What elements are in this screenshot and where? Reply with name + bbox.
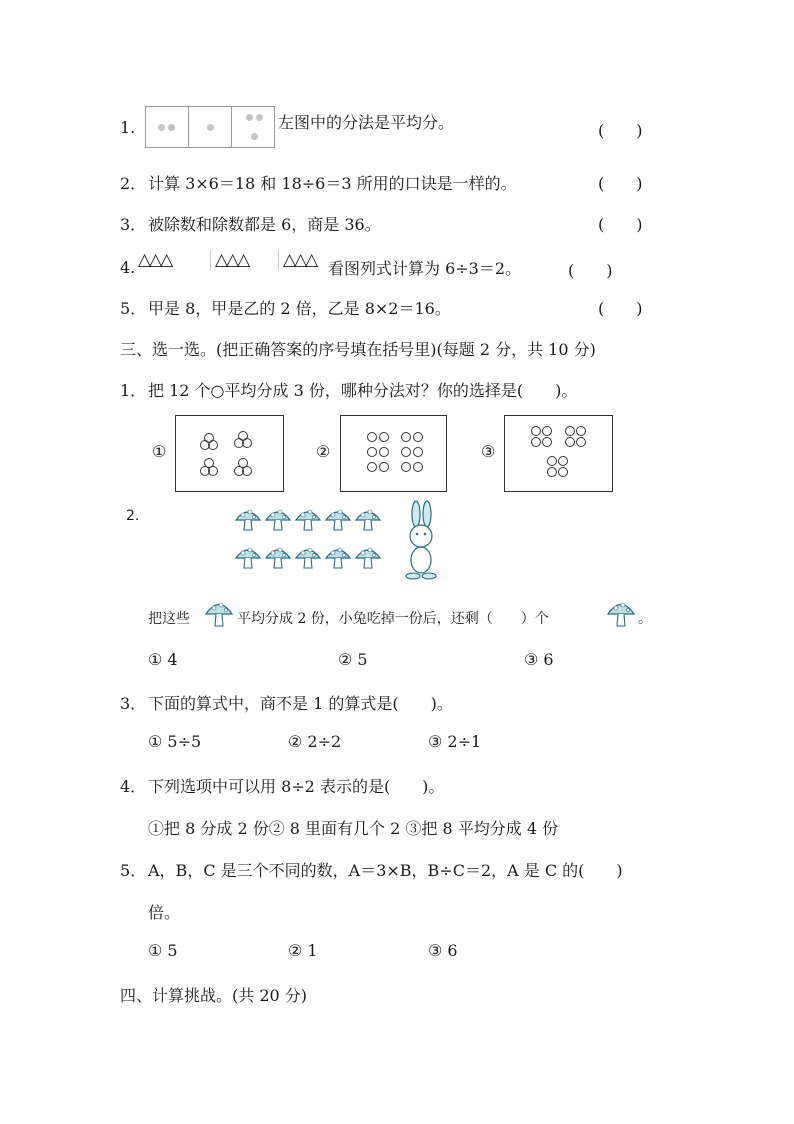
q5-text-continued: 倍。 xyxy=(148,903,181,922)
mushroom-group xyxy=(232,502,392,586)
section3-heading: 三、选一选。(把正确答案的序号填在括号里)(每题 2 分，共 10 分) xyxy=(120,340,596,359)
judge-3-number: 3． xyxy=(120,215,147,234)
dot-box-2 xyxy=(188,106,232,148)
rabbit-icon xyxy=(400,500,444,586)
q3-option-2[interactable]: ② 2÷2 xyxy=(288,732,342,751)
mushroom-icon xyxy=(326,548,350,568)
q2-option-1[interactable]: ① 4 xyxy=(148,650,178,669)
q4-text: 下列选项中可以用 8÷2 表示的是( )。 xyxy=(148,777,445,796)
judge-2-number: 2． xyxy=(120,174,147,193)
q5-option-1[interactable]: ① 5 xyxy=(148,941,178,960)
judge-4-text: 看图列式计算为 6÷3＝2。 xyxy=(328,259,522,278)
judge-2-text: 计算 3×6＝18 和 18÷6＝3 所用的口诀是一样的。 xyxy=(148,174,517,193)
q2-text-b: 平均分成 2 份，小兔吃掉一份后，还剩（ ）个 xyxy=(237,611,549,627)
dot-grouping-figure xyxy=(145,106,273,148)
q2-option-2[interactable]: ② 5 xyxy=(338,650,368,669)
triangle-group-3: △△△ xyxy=(278,250,316,270)
mushroom-icon xyxy=(356,548,380,568)
q1-option-2-figure[interactable] xyxy=(340,415,447,492)
judge-3-text: 被除数和除数都是 6，商是 36。 xyxy=(148,215,381,234)
judge-5-text: 甲是 8，甲是乙的 2 倍，乙是 8×2＝16。 xyxy=(148,299,451,318)
q5-option-2[interactable]: ② 1 xyxy=(288,941,318,960)
q3-number: 3． xyxy=(120,694,147,713)
judge-5-number: 5． xyxy=(120,299,147,318)
dot-box-1 xyxy=(145,106,189,148)
mushroom-icon xyxy=(296,510,320,530)
q2-number: 2. xyxy=(126,508,140,524)
q1-option-1-label[interactable]: ① xyxy=(152,442,167,461)
mushroom-icon xyxy=(236,510,260,530)
q2-text-c: 。 xyxy=(638,611,652,627)
section4-heading: 四、计算挑战。(共 20 分) xyxy=(120,986,308,1005)
q1-option-3-figure[interactable] xyxy=(504,415,613,492)
judge-2-answer[interactable]: ( ) xyxy=(598,174,643,193)
judge-3-answer[interactable]: ( ) xyxy=(598,215,643,234)
q3-text: 下面的算式中，商不是 1 的算式是( )。 xyxy=(148,694,453,713)
judge-5-answer[interactable]: ( ) xyxy=(598,299,643,318)
mushroom-icon xyxy=(356,510,380,530)
q5-text: A，B，C 是三个不同的数，A＝3×B，B÷C＝2，A 是 C 的( ) xyxy=(148,861,623,880)
q5-number: 5． xyxy=(120,861,147,880)
q2-text-a: 把这些 xyxy=(148,611,190,627)
judge-1-text: 左图中的分法是平均分。 xyxy=(278,113,455,132)
triangle-group-1: △△△ xyxy=(138,250,172,270)
mushroom-icon xyxy=(236,548,260,568)
mushroom-icon xyxy=(266,510,290,530)
q1-option-2-label[interactable]: ② xyxy=(316,442,331,461)
mushroom-icon xyxy=(606,598,636,632)
mushroom-icon xyxy=(296,548,320,568)
q1-option-1-figure[interactable] xyxy=(175,415,284,492)
q1-number: 1． xyxy=(120,381,147,400)
q5-option-3[interactable]: ③ 6 xyxy=(428,941,458,960)
q3-option-1[interactable]: ① 5÷5 xyxy=(148,732,202,751)
judge-1-answer[interactable]: ( ) xyxy=(598,121,643,140)
q1-option-3-label[interactable]: ③ xyxy=(481,442,496,461)
q4-options[interactable]: ①把 8 分成 2 份② 8 里面有几个 2 ③把 8 平均分成 4 份 xyxy=(148,819,559,838)
q3-option-3[interactable]: ③ 2÷1 xyxy=(428,732,482,751)
q2-option-3[interactable]: ③ 6 xyxy=(524,650,554,669)
dot-box-3 xyxy=(231,106,275,148)
q4-number: 4． xyxy=(120,777,147,796)
q1-text: 把 12 个○平均分成 3 份，哪种分法对？你的选择是( )。 xyxy=(148,381,578,400)
judge-4-number: 4. xyxy=(120,258,136,277)
triangle-group-2: △△△ xyxy=(210,250,248,270)
mushroom-icon xyxy=(266,548,290,568)
mushroom-icon xyxy=(204,598,234,632)
mushroom-icon xyxy=(326,510,350,530)
judge-1-number: 1. xyxy=(120,118,136,137)
judge-4-answer[interactable]: ( ) xyxy=(568,261,613,280)
